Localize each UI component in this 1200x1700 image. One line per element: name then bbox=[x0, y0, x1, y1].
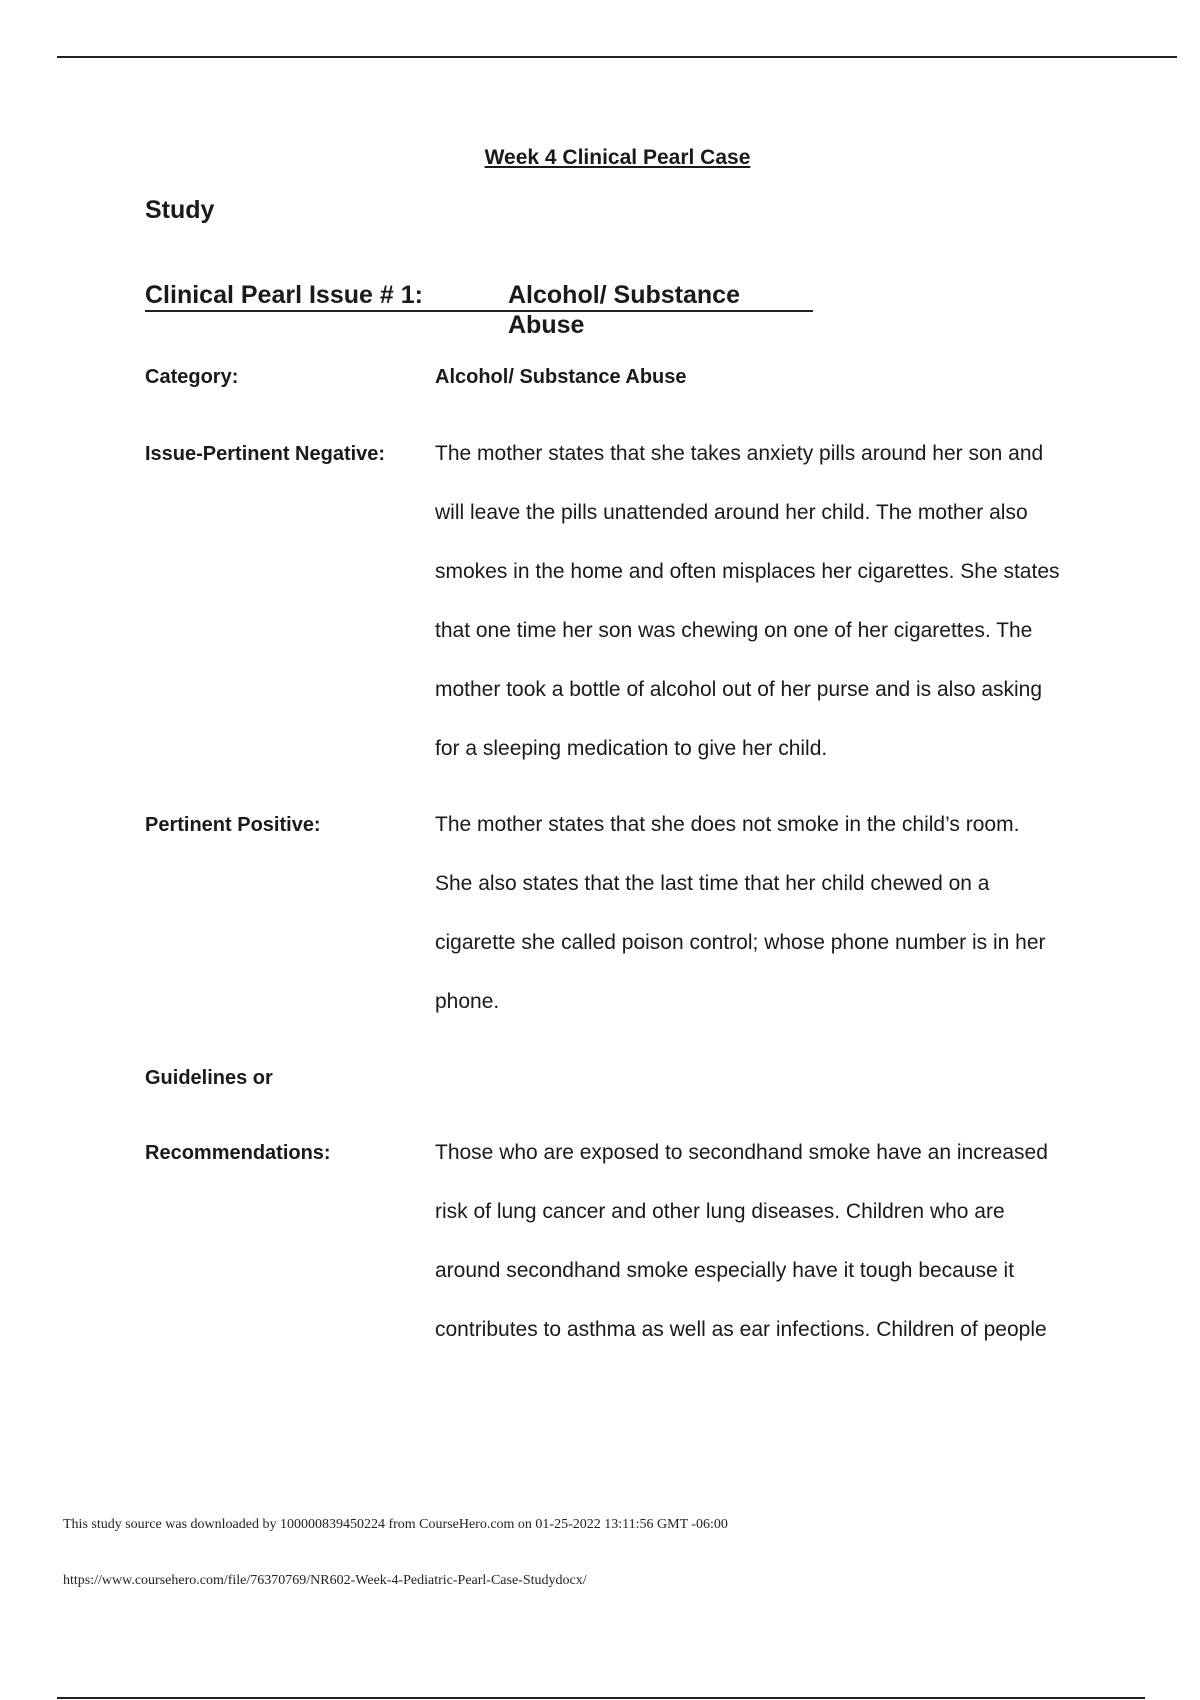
source-attribution: This study source was downloaded by 100000839450224 from CourseHero.com on 01-25-2022 13:11:56 GMT -06:00 bbox=[63, 1517, 728, 1532]
issue-value: Alcohol/ Substance Abuse bbox=[508, 281, 740, 339]
guidelines-line: contributes to asthma as well as ear infections. Children of people bbox=[435, 1318, 1047, 1341]
pertinent-negative-line: smokes in the home and often misplaces her cigarettes. She states bbox=[435, 560, 1060, 583]
guidelines-line: Those who are exposed to secondhand smoke have an increased bbox=[435, 1141, 1048, 1164]
issue-label: Clinical Pearl Issue # 1: bbox=[145, 281, 423, 309]
pertinent-negative-line: The mother states that she takes anxiety pills around her son and bbox=[435, 442, 1044, 465]
pertinent-positive-label: Pertinent Positive: bbox=[145, 814, 321, 836]
guidelines-label-line2: Recommendations: bbox=[145, 1142, 331, 1164]
pertinent-positive-line: She also states that the last time that her child chewed on a bbox=[435, 872, 990, 895]
issue-heading bbox=[145, 280, 813, 339]
guidelines-line: risk of lung cancer and other lung diseases. Children who are bbox=[435, 1200, 1005, 1223]
source-url[interactable]: https://www.coursehero.com/file/76370769/NR602-Week-4-Pediatric-Pearl-Case-Studydocx/ bbox=[63, 1573, 587, 1588]
pertinent-negative-label: Issue-Pertinent Negative: bbox=[145, 443, 386, 465]
document-subtitle: Study bbox=[145, 196, 215, 224]
pertinent-positive-line: The mother states that she does not smoke in the child’s room. bbox=[435, 813, 1020, 836]
top-divider bbox=[57, 56, 1177, 58]
pertinent-positive-line: cigarette she called poison control; whose phone number is in her bbox=[435, 931, 1046, 954]
pertinent-negative-line: that one time her son was chewing on one of her cigarettes. The bbox=[435, 619, 1033, 642]
category-label: Category: bbox=[145, 366, 239, 388]
guidelines-label-line1: Guidelines or bbox=[145, 1067, 273, 1089]
document-title: Week 4 Clinical Pearl Case bbox=[484, 146, 751, 169]
bottom-divider bbox=[57, 1697, 1145, 1699]
pertinent-negative-line: for a sleeping medication to give her child. bbox=[435, 737, 828, 760]
pertinent-negative-line: mother took a bottle of alcohol out of her purse and is also asking bbox=[435, 678, 1043, 701]
guidelines-line: around secondhand smoke especially have it tough because it bbox=[435, 1259, 1015, 1282]
category-value: Alcohol/ Substance Abuse bbox=[435, 366, 687, 388]
pertinent-negative-line: will leave the pills unattended around her child. The mother also bbox=[435, 501, 1028, 524]
pertinent-positive-line: phone. bbox=[435, 990, 500, 1013]
